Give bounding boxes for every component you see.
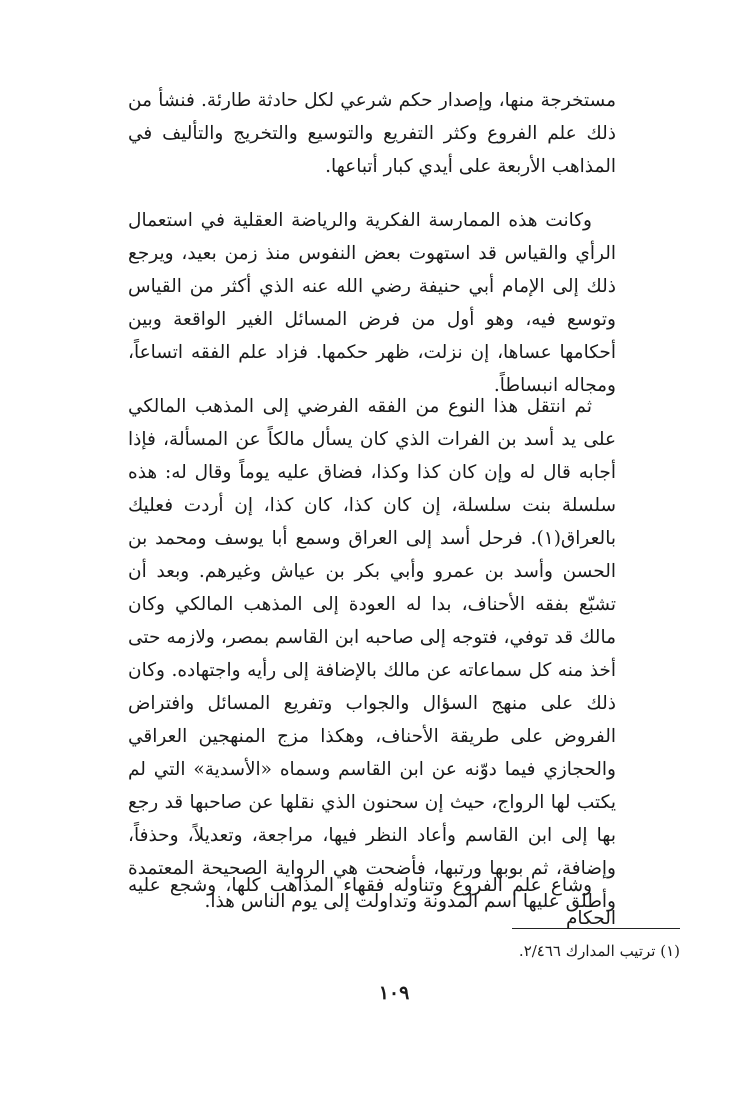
footnote: (١) ترتيب المدارك ٢/٤٦٦. bbox=[518, 942, 680, 960]
paragraph-3: ثم انتقل هذا النوع من الفقه الفرضي إلى المذهب المالكي على يد أسد بن الفرات الذي كان يسأل مالكاً عن المسألة، فإذا أجابه قال له وإن كان كذا وكذا، فضاق عليه يوماً وقال له: هذه سلسلة بنت سلسلة، إن كان كذا، كان كذا، إن أردت فعليك بالعراق(١). فرحل أسد إلى العراق وسمع أبا يوسف ومحمد بن الحسن وأسد بن عمرو وأبي بكر بن عياش وغيرهم. وبعد أن تشبّع بفقه الأحناف، بدا له العودة إلى المذهب المالكي وكان مالك قد توفي، فتوجه إلى صاحبه ابن القاسم بمصر، ولازمه حتى أخذ منه كل سماعاته عن مالك بالإضافة إلى رأيه واجتهاده. وكان ذلك على منهج السؤال والجواب وتفريع المسائل وافتراض الفروض على طريقة الأحناف، وهكذا مزج المنهجين العراقي والحجازي فيما دوّنه عن ابن القاسم وسماه «الأسدية» التي لم يكتب لها الرواج، حيث إن سحنون الذي نقلها عن صاحبها قد رجع بها إلى ابن القاسم وأعاد النظر فيها، مراجعة، وتعديلاً، وحذفاً، وإضافة، ثم بوبها ورتبها، فأضحت هي الرواية الصحيحة المعتمدة وأطلق عليها اسم المدونة وتداولت إلى يوم الناس هذا. bbox=[128, 396, 616, 912]
footnote-divider bbox=[512, 928, 680, 929]
paragraph-1: مستخرجة منها، وإصدار حكم شرعي لكل حادثة طارئة. فنشأ من ذلك علم الفروع وكثر التفريع والتوسيع والتخريج والتأليف في المذاهب الأربعة على أيدي كبار أتباعها. bbox=[128, 90, 616, 177]
page-number: ١٠٩ bbox=[378, 982, 410, 1004]
paragraph-2: وكانت هذه الممارسة الفكرية والرياضة العقلية في استعمال الرأي والقياس قد استهوت بعض النفوس منذ زمن بعيد، ويرجع ذلك إلى الإمام أبي حنيفة رضي الله عنه الذي أكثر من القياس وتوسع فيه، وهو أول من فرض المسائل الغير الواقعة وبين أحكامها عساها، إن نزلت، ظهر حكمها. فزاد علم الفقه اتساعاً، ومجاله انبساطاً. bbox=[128, 210, 616, 396]
paragraph-4: وشاع علم الفروع وتناوله فقهاء المذاهب كلها، وشجع عليه الحكام bbox=[128, 875, 616, 929]
